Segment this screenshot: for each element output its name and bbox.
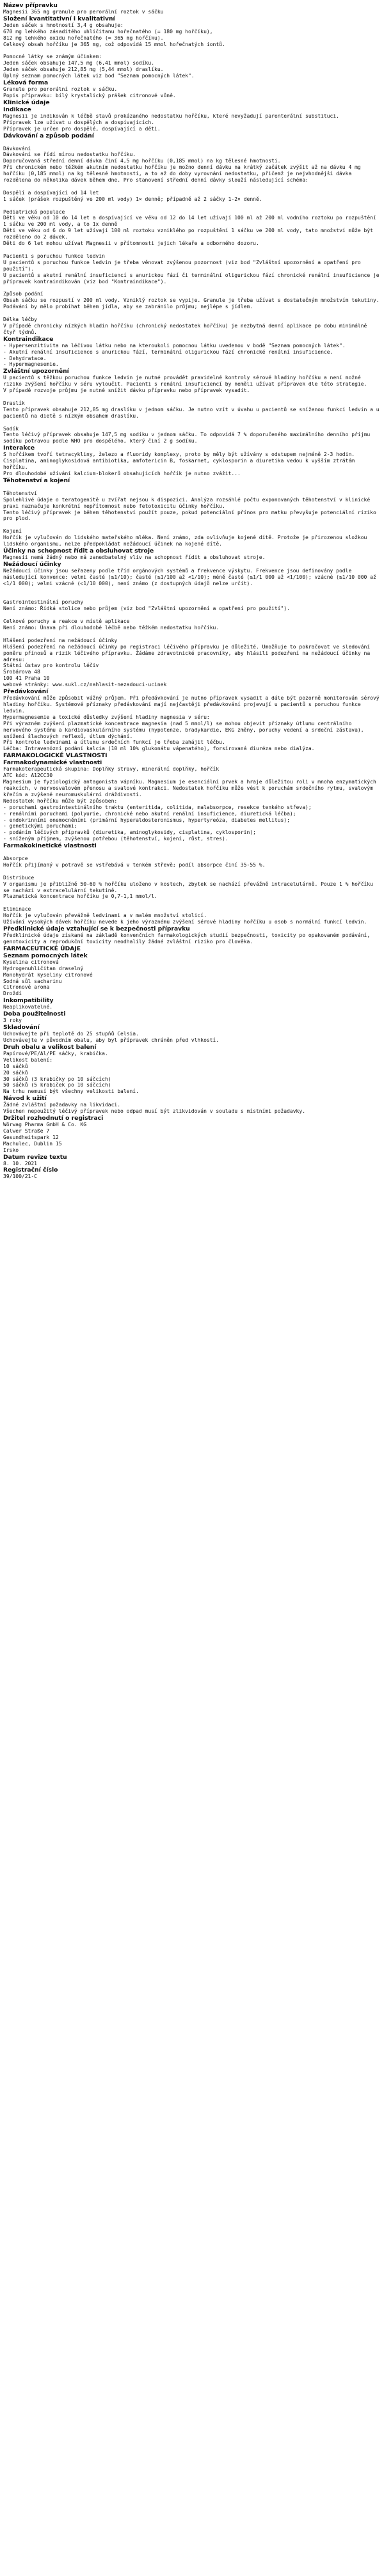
section-heading: Návod k užití: [3, 1095, 47, 1103]
section: [3, 952, 381, 997]
section: [3, 688, 381, 752]
section: [3, 106, 381, 132]
section: [3, 1095, 381, 1115]
section-heading: Klinické údaje: [3, 98, 50, 106]
section: [3, 1024, 381, 1044]
section: [3, 945, 381, 952]
section-body: Magnesii nemá žádný nebo má zanedbatelný vliv na schopnost řídit a obsluhovat stroje.: [3, 554, 266, 560]
section: [3, 79, 381, 99]
section-body: Farmakoterapeutická skupina: Doplňky stravy, minerální doplňky, hořčík ATC kód: A12CC30 Magnesium je fyziologický antagonista vápníku. Magnesium je esenciální prvek a hraje důležitou roli v mnoha enzymatických reakcích, v nervosvalovém přenosu a svalové kontrakci. Nedostatek hořčíku může vést k poruchám srdečního rytmu, svalovým křečím a zvýšené neuromuskulární dráždivosti. Nedostatek hořčíku může být způsoben: - poruchami gastrointestinálního traktu (enteritida, colitida, malabsorpce, resekce tenkého střeva); - renálními poruchami (polyurie, chronické nebo akutní renální insuficience, diuretická léčba); - endokrinními onemocněními (primární hyperaldosteronismus, hypertyreóza, diabetes mellitus); - genetickými poruchami; - podáním léčivých přípravků (diuretika, aminoglykosidy, cisplatina, cyklosporin); - sníženým příjmem, zvýšenou potřebou (těhotenství, kojení, růst, stres).: [3, 766, 376, 842]
section-body: Neaplikovatelné.: [3, 1004, 53, 1010]
section: [3, 99, 381, 106]
section-heading: Druh obalu a velikost balení: [3, 1043, 97, 1051]
section-body: Předklinické údaje získané na základě konvenčních farmakologických studií bezpečnosti, toxicity po opakovaném podávání, genotoxicity a reprodukční toxicity neodhalily žádné zvláštní riziko pro člověka.: [3, 932, 373, 945]
section-heading: Farmakodynamické vlastnosti: [3, 759, 102, 767]
section-heading: Doba použitelnosti: [3, 1010, 66, 1018]
section-body: 39/100/21-C: [3, 1174, 37, 1180]
section-body: 3 roky: [3, 1017, 22, 1024]
section-body: Jeden sáček s hmotností 3,4 g obsahuje: 670 mg lehkého zásaditého uhličitanu hořečnatého (= 180 mg hořčíku), 812 mg lehkého oxidu hořečnatého (= 365 mg hořčíku). Celkový obsah hořčíku je 365 mg, což odpovídá 15 mmol hořečnatých iontů. Pomocné látky se známým účinkem: Jeden sáček obsahuje 147,5 mg (6,41 mmol) sodíku. Jeden sáček obsahuje 212,85 mg (5,44 mmol) draslíku. Úplný seznam pomocných látek viz bod "Seznam pomocných látek".: [3, 22, 225, 79]
section-heading: Držitel rozhodnutí o registraci: [3, 1115, 104, 1122]
section: [3, 2, 381, 15]
section-body: Magnesii je indikován k léčbě stavů prokázaného nedostatku hořčíku, které nevyžadují parenterální substituci. Přípravek lze užívat u dospělých a dospívajících. Přípravek je určen pro dospělé, dospívající a děti.: [3, 113, 339, 132]
section-heading: Seznam pomocných látek: [3, 952, 88, 959]
section-body: Předávkování může způsobit vážný průjem. Při předávkování je nutno přípravek vysadit a dále být pozorně monitorován sérový hladiny hořčíku. Systémové příznaky předávkování mají nejčastěji předávkování projevují u pacientů s poruchou funkce ledvin. Hypermagnesemie a toxické důsledky zvýšení hladiny magnesia v séru: Při výrazném zvýšení plazmatické koncentrace magnesia (nad 5 mmol/l) se mohou objevit příznaky útlumu centrálního nervového systému a kardiovaskulárního systému (hypotenze, bradykardie, EKG změny, poruchy vedení a srdeční zástava), snížení šlachových reflexů, útlum dýchání. Při kontrole ledvinami a útlumu srdečních funkcí je třeba zahájit léčbu. Léčba: Intravenózní podání kalcia (10 ml 10% glukonátu vápenatého), forsírovaná diuréza nebo dialýza.: [3, 695, 380, 752]
section-heading: Léková forma: [3, 79, 49, 87]
section: [3, 561, 381, 688]
section: [3, 477, 381, 547]
document: [0, 0, 384, 1180]
section: [3, 1115, 381, 1154]
section-body: Kyselina citronová Hydrogenuhličitan draselný Monohydrát kyseliny citronové Sodná sůl sacharinu Citronové aroma Droždí: [3, 959, 93, 997]
section: [3, 132, 381, 336]
section-body: Magnesii 365 mg granule pro perorální roztok v sáčku: [3, 9, 164, 15]
section-body: Wörwag Pharma GmbH & Co. KG Calwer Straße 7 Gesundheitspark 12 Machulec, Dublin 15 Irsko: [3, 1122, 87, 1153]
section-heading: Indikace: [3, 106, 31, 113]
section-heading: Datum revize textu: [3, 1153, 67, 1161]
section-body: Papírové/PE/Al/PE sáčky, krabička. Velikost balení: 10 sáčků 20 sáčků 30 sáčků (3 krabičky po 10 sáčcích) 50 sáčků (5 krabiček po 10 sáčcích) Na trhu nemusí být všechny velikosti balení.: [3, 1050, 139, 1095]
section-body: 8. 10. 2021: [3, 1160, 37, 1166]
section-heading: Předklinické údaje vztahující se k bezpečnosti přípravku: [3, 925, 190, 932]
section-heading: Účinky na schopnost řídit a obsluhovat stroje: [3, 547, 154, 554]
section-heading: Nežádoucí účinky: [3, 560, 61, 568]
section: [3, 368, 381, 444]
section: [3, 1154, 381, 1167]
section-heading: Kontraindikace: [3, 335, 54, 343]
section: [3, 336, 381, 368]
section-heading: Těhotenství a kojení: [3, 476, 70, 484]
section-heading: Interakce: [3, 444, 35, 452]
section-body: Nežádoucí účinky jsou seřazeny podle tříd orgánových systémů a frekvence výskytu. Frekvence jsou definovány podle následující konvence: velmi časté (≥1/10); časté (≥1/100 až <1/10); méně časté (≥1/1 000 až <1/100); vzácné (≥1/10 000 až <1/1 000); velmi vzácné (<1/10 000), není známo (z dostupných údajů nelze určit). Gastrointestinální poruchy Není známo: Řídká stolice nebo průjem (viz bod "Zvláštní upozornění a opatření pro použití"). Celkové poruchy a reakce v místě aplikace Není známo: Únava při dlouhodobé léčbě nebo těžkém nedostatku hořčíku. Hlášení podezření na nežádoucí účinky Hlášení podezření na nežádoucí účinky po registraci léčivého přípravku je důležité. Umožňuje to pokračovat ve sledování poměru přínosů a rizik léčivého přípravku. Žádáme zdravotnické pracovníky, aby hlásili podezření na nežádoucí účinky na adresu: Státní ústav pro kontrolu léčiv Šrobárova 48 100 41 Praha 10 webové stránky: www.sukl.cz/nahlasit-nezadouci-ucinek: [3, 567, 376, 688]
section-body: U pacientů s těžkou poruchou funkce ledvin je nutné provádět pravidelné kontroly sérové hladiny hořčíku a není možné riziko zvýšení hořčíku v séru vyloučit. Pacienti s renální insuficiencí by neměli užívat přípravek dle této strategie. V případě rozvoje průjmu je nutné snížit dávku přípravku nebo přípravek vysadit. Draslík Tento přípravek obsahuje 212,85 mg draslíku v jednom sáčku. Je nutno vzít v úvahu u pacientů se sníženou funkcí ledvin a u pacientů na dietě s nízkým obsahem draslíku. Sodík Tento léčivý přípravek obsahuje 147,5 mg sodíku v jednom sáčku. To odpovídá 7 % doporučeného maximálního denního příjmu sodíku potravou podle WHO pro dospělého, který činí 2 g sodíku.: [3, 375, 380, 444]
section: [3, 997, 381, 1010]
section: [3, 15, 381, 79]
section-body: Těhotenství Spolehlivé údaje o teratogenitě u zvířat nejsou k dispozici. Analýza rozsáhlé počtu exponovaných těhotenství v klinické praxi naznačuje konkrétní nepřítomnost nebo fetotoxicitu účinky hořčíku. Tento léčivý přípravek je během těhotenství použít pouze, pokud potenciální přínos pro matku převyšuje potenciální riziko pro plod. Kojení Hořčík je vylučován do lidského mateřského mléka. Není známo, zda ovlivňuje kojené dítě. Protože je přirozenou složkou lidského organismu, nelze předpokládat nežádoucí účinek na kojené dítě.: [3, 490, 376, 547]
section: [3, 1010, 381, 1024]
section-heading: Dávkování a způsob podání: [3, 132, 94, 139]
section-body: Žádné zvláštní požadavky na likvidaci. Všechen nepoužitý léčivý přípravek nebo odpad musí být zlikvidován v souladu s místními požadavky.: [3, 1102, 306, 1115]
section-body: Granule pro perorální roztok v sáčku. Popis přípravku: bílý krystalický prášek citronové vůně.: [3, 86, 176, 98]
section-heading: Farmakokinetické vlastnosti: [3, 842, 97, 850]
section: [3, 1044, 381, 1095]
section-heading: Inkompatibility: [3, 997, 54, 1005]
section-body: Absorpce Hořčík přijímaný v potravě se vstřebává v tenkém střevě; podíl absorpce činí 35-55 %. Distribuce V organismu je přibližně 50-60 % hořčíku uloženo v kostech, zbytek se nachází převážně intracelulárně. Pouze 1 % hořčíku se nachází v extracelulární tekutině. Plazmatická koncentrace hořčíku je 0,7-1,1 mmol/l. Eliminace Hořčík je vylučován převážně ledvinami a v malém množství stolicí. Užívání vysokých dávek hořčíku nevede k jeho výraznému zvýšení sérové hladiny hořčíku u osob s normální funkcí ledvin.: [3, 856, 373, 925]
section: [3, 842, 381, 925]
section-body: Uchovávejte při teplotě do 25 stupňů Celsia. Uchovávejte v původním obalu, aby byl přípravek chráněn před vlhkostí.: [3, 1031, 220, 1043]
section-heading: Skladování: [3, 1024, 40, 1032]
section: [3, 547, 381, 561]
section-heading: Registrační číslo: [3, 1166, 58, 1174]
section-heading: Zvláštní upozornění: [3, 368, 69, 375]
section: [3, 444, 381, 477]
section-heading: FARMACEUTICKÉ ÚDAJE: [3, 945, 81, 952]
section: [3, 752, 381, 759]
section-heading: FARMAKOLOGICKÉ VLASTNOSTI: [3, 752, 108, 760]
section-heading: Složení kvantitativní i kvalitativní: [3, 15, 115, 22]
section-body: - Hypersenzitivita na léčivou látku nebo na kteroukoli pomocnou látku uvedenou v bodě "Seznam pomocných látek". - Akutní renální insuficience s anurickou fází, terminální oligurickou fází chronické renální insuficience. - Dehydratace. - Hypermagnesemie.: [3, 342, 346, 368]
section-body: S hořčíkem tvoří tetracykliny, železo a fluoridy komplexy, proto by měly být užívány s odstupem nejméně 2-3 hodin. Cisplatina, aminoglykosidová antibiotika, amfotericin B, foskarnet, cyklosporin a diuretika vedou k vyšším ztrátám hořčíku. Pro dlouhodobé užívání kalcium-blokerů obsahujících hořčík je nutno zvážit...: [3, 452, 355, 476]
section-heading: Předávkování: [3, 688, 49, 696]
section: [3, 759, 381, 842]
section-heading: Název přípravku: [3, 2, 58, 9]
section: [3, 925, 381, 945]
section: [3, 1166, 381, 1180]
section-body: Dávkování Dávkování se řídí mírou nedostatku hořčíku. Doporučovaná střední denní dávka činí 4,5 mg hořčíku (0,185 mmol) na kg tělesné hmotnosti. Při chronickém nebo těžkém akutním nedostatku hořčíku je možno denní dávku na krátký začátek zvýšit až na dávku 4 mg hořčíku (0,185 mmol) na kg tělesné hmotnosti, a to až do doby vyrovnání nedostatku, přičemž je nejvhodnější dávka rozdělena do několika dávek během dne. Pro stanovení střední denní dávky slouží následující schéma: Dospělí a dospívající od 14 let 1 sáček (prášek rozpuštěný ve 200 ml vody) 1× denně; případně až 2 sáčky 1-2× denně. Pediatrická populace Děti ve věku od 10 do 14 let a dospívající ve věku od 12 do 14 let užívají 100 ml až 200 ml vodního roztoku po rozpuštění 1 sáčku ve 200 ml vody, a to 1x denně Děti ve věku od 6 do 9 let užívají 100 ml roztoku vzniklého po rozpuštění 1 sáčku ve 200 ml vody, tato množství může být rozděleno do 2 dávek. Děti do 6 let mohou užívat Magnesii v přítomnosti jejich lékaře a odborného dozoru. Pacienti s poruchou funkce ledvin U pacientů s poruchou funkce ledvin je třeba věnovat zvýšenou pozornost (viz bod "Zvláštní upozornění a opatření pro použití"). U pacientů s akutní renální insuficiencí s anurickou fází či terminální oligurickou fází chronické renální insuficience je přípravek kontraindikován (viz bod "Kontraindikace"). Způsob podání Obsah sáčku se rozpustí v 200 ml vody. Vzniklý roztok se vypije. Granule je třeba užívat s dostatečným množstvím tekutiny. Podávání by mělo probíhat během jídla, aby se zabránilo průjmu; nejlépe s jídlem. Délka léčby V případě chronicky nízkých hladin hořčíku (chronický nedostatek hořčíku) je nezbytná denní aplikace po dobu minimálně čtyř týdnů.: [3, 145, 380, 335]
